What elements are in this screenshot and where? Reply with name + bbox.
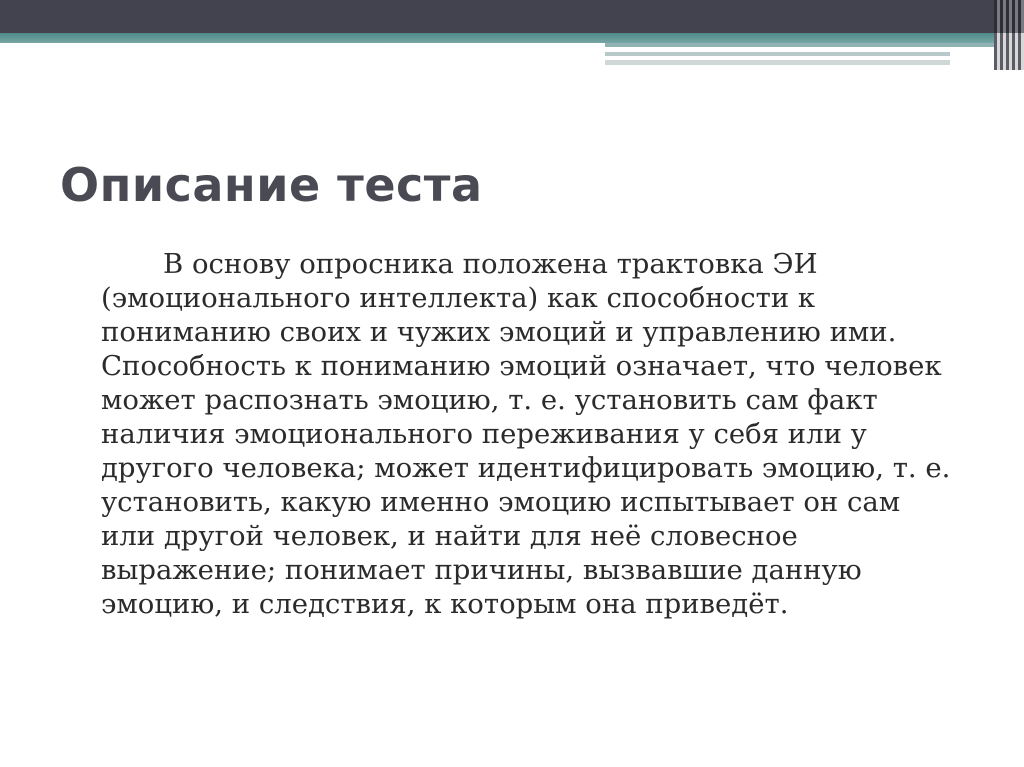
corner-shade-decoration [994, 0, 1024, 33]
top-dark-bar [0, 0, 1024, 33]
accent-line-gray [605, 52, 950, 56]
top-teal-bar [0, 33, 1024, 43]
slide-title: Описание теста [60, 158, 483, 212]
slide-body-text: В основу опросника положена трактовка ЭИ (эмоционального интеллекта) как способности к пониманию своих и чужих эмоций и управлению ими. Способность к пониманию эмоций означает, что человек может распознать эмоцию, т. е. установить сам факт наличия эмоционального переживания у себя или у другого человека; может идентифицировать эмоцию, т. е. установить, какую именно эмоцию испытывает он сам или другой человек, и найти для неё словесное выражение; понимает причины, вызвавшие данную эмоцию, и следствия, к которым она приведёт. [101, 248, 951, 620]
accent-line-light [605, 60, 950, 65]
accent-line-teal [605, 43, 1024, 47]
